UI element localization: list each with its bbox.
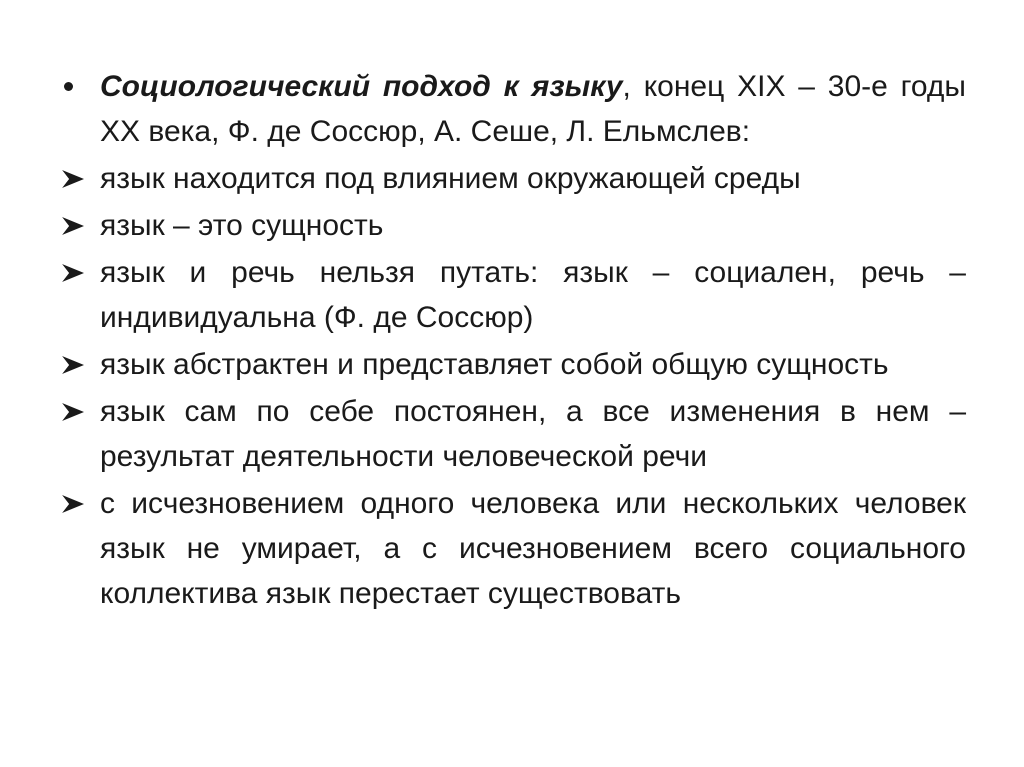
list-item-text: язык абстрактен и представляет собой общую сущность [100,348,889,381]
list-item [60,481,966,616]
list-item [60,203,966,248]
slide-content [60,64,966,618]
list-item [60,389,966,479]
arrow-bullet-icon [60,250,90,295]
lead-bullet [60,64,966,154]
list-item-text: язык сам по себе постоянен, а все изменения в нем – результат деятельности человеческой речи [100,395,966,473]
list-item [60,156,966,201]
arrow-bullet-icon [60,342,90,387]
list-item-text: с исчезновением одного человека или нескольких человек язык не умирает, а с исчезновением всего социального коллектива язык перестает существовать [100,487,966,610]
list-item [60,342,966,387]
arrow-bullet-icon [60,203,90,248]
list-item-text: язык и речь нельзя путать: язык – социален, речь – индивидуальна (Ф. де Соссюр) [100,256,966,334]
list-item-text: язык – это сущность [100,209,384,242]
arrow-bullet-icon [60,481,90,526]
list-item-text: язык находится под влиянием окружающей среды [100,162,801,195]
lead-text: , конец XIX – 30-е годы XX века, Ф. де Соссюр, А. Сеше, Л. Ельмслев: [100,70,966,148]
arrow-bullet-icon [60,156,90,201]
bullet-dot-icon [60,64,90,109]
lead-title: Социологический подход к языку [100,70,623,103]
arrow-bullet-icon [60,389,90,434]
list-item [60,250,966,340]
